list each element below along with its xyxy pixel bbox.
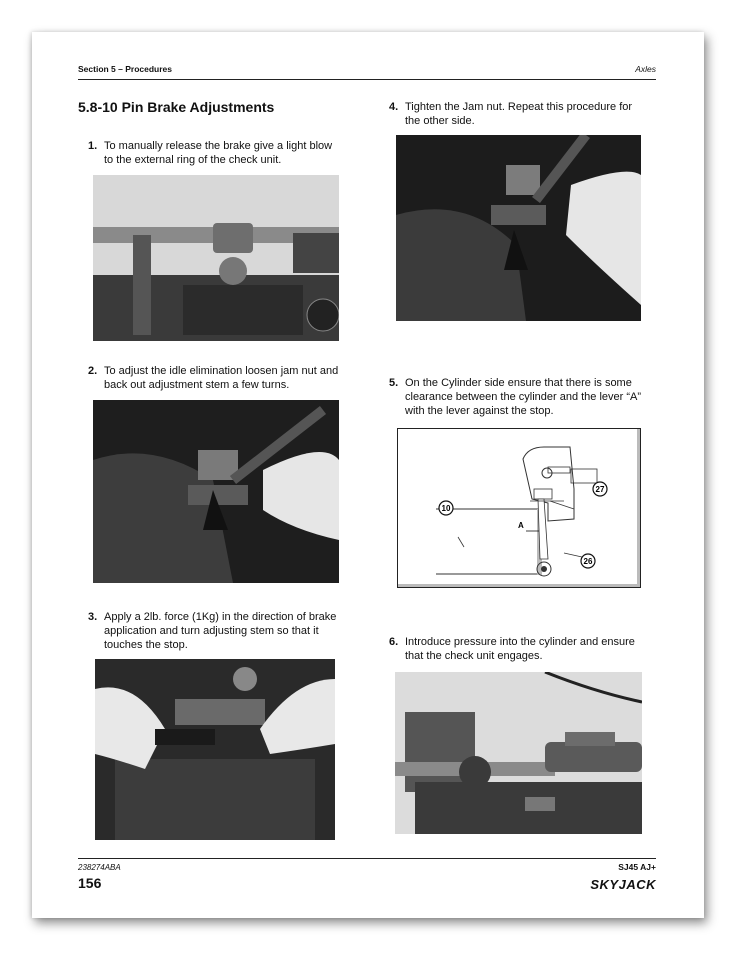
- step-text-line: Tighten the Jam nut. Repeat this procedure for: [405, 101, 633, 113]
- step-text-line: To manually release the brake give a light blow: [104, 140, 333, 152]
- model-name: SJ45 AJ+: [618, 862, 656, 872]
- step-number: 1.: [88, 140, 98, 152]
- step-text-line: to the external ring of the check unit.: [104, 154, 282, 166]
- step-text-line: On the Cylinder side ensure that there is some: [405, 377, 632, 389]
- step-text-line: touches the stop.: [104, 639, 188, 651]
- step-number: 4.: [389, 101, 399, 113]
- callout-27: 27: [595, 485, 605, 494]
- step-text-line: with the lever against the stop.: [405, 405, 554, 417]
- callout-10: 10: [441, 504, 451, 513]
- step-number: 2.: [88, 365, 98, 377]
- photo-loosen-jam-nut: [93, 400, 339, 583]
- step-text-line: To adjust the idle elimination loosen jam nut and: [104, 365, 339, 377]
- page-number: 156: [78, 875, 102, 891]
- photo-adjust-stem: [95, 659, 335, 840]
- document-code: 238274ABA: [78, 863, 121, 872]
- step-text-line: clearance between the cylinder and the lever “A”: [405, 391, 642, 403]
- page-title: 5.8-10 Pin Brake Adjustments: [78, 99, 275, 115]
- lever-label-a: A: [518, 521, 524, 530]
- step-text-line: the other side.: [405, 115, 475, 127]
- step-number: 5.: [389, 377, 399, 389]
- chapter-header: Axles: [635, 64, 656, 74]
- footer-divider: [78, 858, 656, 859]
- step-number: 3.: [88, 611, 98, 623]
- skyjack-logo: SKYJACK: [590, 877, 656, 892]
- step-text-line: back out adjustment stem a few turns.: [104, 379, 290, 391]
- header-divider: [78, 79, 656, 80]
- step-text-line: application and turn adjusting stem so that it: [104, 625, 319, 637]
- section-header: Section 5 – Procedures: [78, 64, 173, 74]
- cylinder-diagram: [397, 428, 641, 588]
- photo-check-unit: [93, 175, 339, 341]
- photo-pressurize-cylinder: [395, 672, 642, 834]
- photo-tighten-jam-nut: [396, 135, 641, 321]
- step-text-line: Apply a 2lb. force (1Kg) in the direction of brake: [104, 611, 337, 623]
- manual-page: [32, 32, 704, 918]
- step-text-line: Introduce pressure into the cylinder and ensure: [405, 636, 635, 648]
- step-number: 6.: [389, 636, 399, 648]
- step-text-line: that the check unit engages.: [405, 650, 543, 662]
- callout-26: 26: [583, 557, 593, 566]
